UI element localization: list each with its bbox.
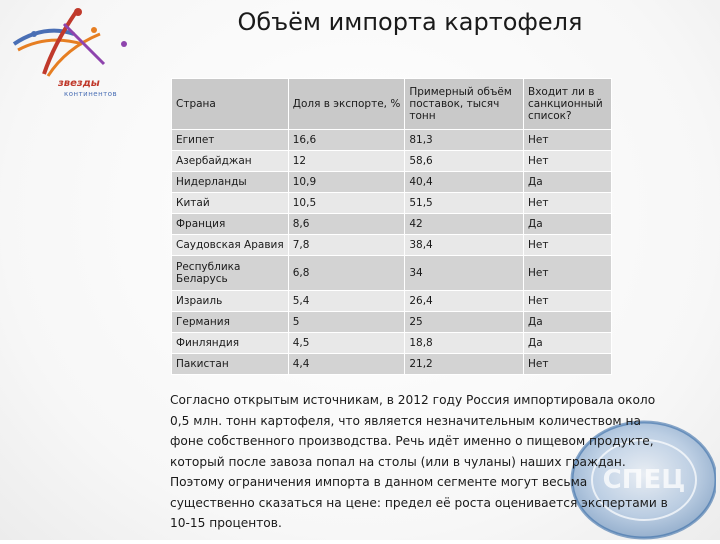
- cell-volume: 81,3: [405, 130, 524, 151]
- cell-volume: 51,5: [405, 193, 524, 214]
- cell-share: 5: [288, 312, 405, 333]
- table-row: [172, 193, 612, 214]
- cell-share: 6,8: [288, 256, 405, 291]
- table-row: [172, 312, 612, 333]
- cell-country: Финляндия: [172, 333, 289, 354]
- cell-country: Саудовская Аравия: [172, 235, 289, 256]
- cell-country: Нидерланды: [172, 172, 289, 193]
- cell-share: 10,5: [288, 193, 405, 214]
- table-row: [172, 151, 612, 172]
- logo: [4, 4, 134, 104]
- cell-volume: 34: [405, 256, 524, 291]
- cell-share: 7,8: [288, 235, 405, 256]
- cell-volume: 26,4: [405, 291, 524, 312]
- table-row: [172, 291, 612, 312]
- cell-country: Египет: [172, 130, 289, 151]
- cell-share: 8,6: [288, 214, 405, 235]
- table-row: [172, 333, 612, 354]
- badge-text: СПЕЦ: [602, 465, 686, 495]
- page-title: Объём импорта картофеля: [237, 8, 583, 36]
- table-row: [172, 354, 612, 375]
- cell-share: 10,9: [288, 172, 405, 193]
- cell-country: Китай: [172, 193, 289, 214]
- table-row: [172, 130, 612, 151]
- cell-sanctions: Нет: [524, 291, 612, 312]
- cell-country: Пакистан: [172, 354, 289, 375]
- logo-text-primary: звезды: [58, 78, 100, 89]
- body-paragraph: Согласно открытым источникам, в 2012 году Россия импортировала около 0,5 млн. тонн картофеля, что является незначительным количеством на фоне собственного производства. Речь идёт именно о пищевом продукте, который после завоза попал на столы (или в чуланы) наших граждан. Поэтому ограничения импорта в данном сегменте могут весьма существенно сказаться на цене: предел её роста оценивается экспертами в 10-15 процентов.: [170, 393, 668, 530]
- cell-volume: 25: [405, 312, 524, 333]
- logo-star-icon: [4, 4, 134, 104]
- table-row: [172, 235, 612, 256]
- cell-share: 16,6: [288, 130, 405, 151]
- cell-country: Франция: [172, 214, 289, 235]
- cell-sanctions: Нет: [524, 193, 612, 214]
- cell-volume: 40,4: [405, 172, 524, 193]
- cell-country: Азербайджан: [172, 151, 289, 172]
- import-table: [171, 78, 612, 375]
- header-volume: Примерный объём поставок, тысяч тонн: [405, 79, 524, 130]
- table-header-row: [172, 79, 612, 130]
- cell-volume: 38,4: [405, 235, 524, 256]
- cell-volume: 58,6: [405, 151, 524, 172]
- header-sanctions: Входит ли в санкционный список?: [524, 79, 612, 130]
- table-row: [172, 172, 612, 193]
- table-row: [172, 256, 612, 291]
- cell-sanctions: Да: [524, 333, 612, 354]
- cell-sanctions: Нет: [524, 151, 612, 172]
- cell-sanctions: Нет: [524, 130, 612, 151]
- header-country: Страна: [172, 79, 289, 130]
- cell-volume: 18,8: [405, 333, 524, 354]
- cell-sanctions: Нет: [524, 235, 612, 256]
- table-row: [172, 214, 612, 235]
- cell-country: Республика Беларусь: [172, 256, 289, 291]
- header-share: Доля в экспорте, %: [288, 79, 405, 130]
- cell-share: 4,5: [288, 333, 405, 354]
- logo-text-secondary: континентов: [64, 90, 118, 98]
- cell-sanctions: Да: [524, 172, 612, 193]
- cell-sanctions: Нет: [524, 354, 612, 375]
- cell-sanctions: Да: [524, 312, 612, 333]
- cell-country: Германия: [172, 312, 289, 333]
- cell-share: 4,4: [288, 354, 405, 375]
- cell-country: Израиль: [172, 291, 289, 312]
- cell-sanctions: Да: [524, 214, 612, 235]
- cell-volume: 42: [405, 214, 524, 235]
- cell-sanctions: Нет: [524, 256, 612, 291]
- cell-volume: 21,2: [405, 354, 524, 375]
- cell-share: 5,4: [288, 291, 405, 312]
- cell-share: 12: [288, 151, 405, 172]
